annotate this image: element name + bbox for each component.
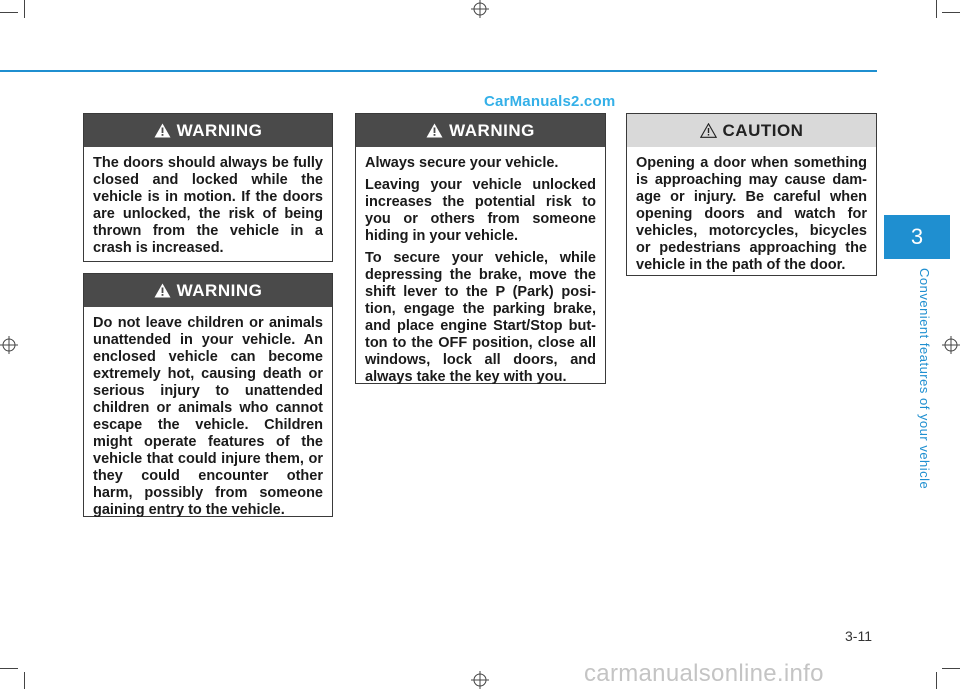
page-number: 3-11	[845, 628, 872, 644]
caution-icon	[700, 123, 717, 138]
warning-icon	[154, 283, 171, 298]
paragraph: To secure your vehicle, while depressing the brake, move the shift lever to the P (Park) posi-tion, engage the parking brake, and place engine Start/Stop but-ton to the OFF position, close all windows, lock all doors, and always take the key with you.	[365, 250, 596, 385]
warning-header	[84, 114, 332, 147]
caution-text	[627, 147, 876, 274]
registration-mark-icon	[0, 336, 18, 354]
caution-header	[627, 114, 876, 147]
crop-mark	[24, 0, 25, 18]
watermark-bottom[interactable]: carmanualsonline.info	[584, 660, 824, 687]
crop-mark	[936, 0, 937, 18]
warning-box-secure	[355, 113, 606, 384]
crop-mark	[942, 668, 960, 669]
warning-title: WARNING	[176, 120, 263, 140]
crop-mark	[24, 672, 25, 689]
registration-mark-icon	[471, 0, 489, 18]
warning-text	[84, 147, 332, 257]
crop-mark	[936, 672, 937, 689]
header-rule	[0, 70, 877, 72]
paragraph: Opening a door when something is approaching may cause dam-age or injury. Be careful when opening doors and watch for vehicles, motorcycles, bicycles or pedestrians approaching the vehicle in the path of the door.	[636, 155, 867, 273]
paragraph: Always secure your vehicle.	[365, 155, 559, 171]
warning-text	[84, 307, 332, 519]
warning-title: WARNING	[176, 280, 263, 300]
warning-header	[356, 114, 605, 147]
paragraph: The doors should always be fully closed and locked while the vehicle is in motion. If the doors are unlocked, the risk of being thrown from the vehicle in a crash is increased.	[93, 155, 323, 256]
caution-box-door	[626, 113, 877, 276]
crop-mark	[0, 12, 18, 13]
chapter-tab: 3	[884, 215, 950, 259]
watermark-link[interactable]: CarManuals2.com	[484, 93, 616, 110]
warning-box-children	[83, 273, 333, 517]
paragraph: Leaving your vehicle unlocked increases the potential risk to you or others from someone hiding in your vehicle.	[365, 177, 596, 244]
warning-box-doors	[83, 113, 333, 262]
paragraph: Do not leave children or animals unattended in your vehicle. An enclosed vehicle can become extremely hot, causing death or serious injury to unattended children or animals who cannot escape the vehicle. Children might operate features of the vehicle that could injure them, or they could encounter other harm, possibly from someone gaining entry to the vehicle.	[93, 315, 323, 518]
chapter-title: Convenient features of your vehicle	[917, 268, 932, 490]
warning-title: WARNING	[449, 120, 535, 140]
registration-mark-icon	[471, 671, 489, 689]
warning-icon	[426, 123, 443, 138]
warning-header	[84, 274, 332, 307]
warning-icon	[154, 123, 171, 138]
caution-title: CAUTION	[722, 120, 804, 140]
warning-text	[356, 147, 605, 386]
crop-mark	[942, 12, 960, 13]
registration-mark-icon	[942, 336, 960, 354]
crop-mark	[0, 668, 18, 669]
